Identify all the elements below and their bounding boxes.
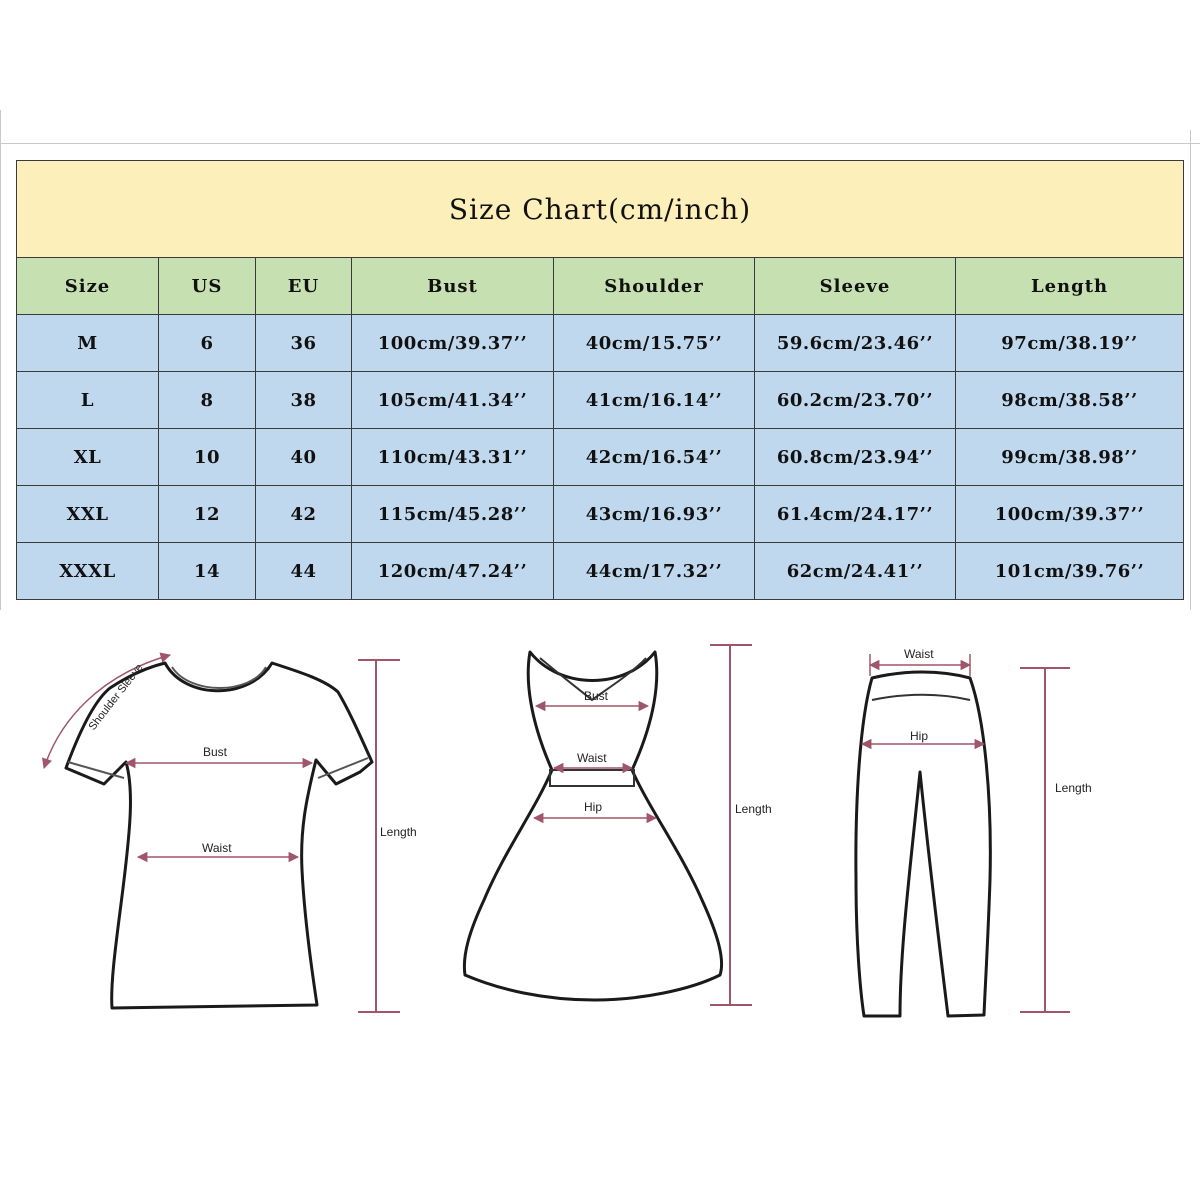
tshirt-figure	[44, 655, 417, 1012]
cell-bust: 100cm/39.37’’	[352, 315, 554, 372]
cell-size: M	[17, 315, 159, 372]
tshirt-waist-label: Waist	[202, 841, 232, 855]
table-row	[17, 372, 1184, 429]
cell-sleeve: 60.2cm/23.70’’	[755, 372, 956, 429]
cell-bust: 110cm/43.31’’	[352, 429, 554, 486]
cell-us: 10	[159, 429, 256, 486]
pants-length-label: Length	[1055, 781, 1092, 795]
table-row	[17, 543, 1184, 600]
cell-size: L	[17, 372, 159, 429]
pants-figure	[856, 647, 1092, 1016]
cell-us: 14	[159, 543, 256, 600]
dress-outline	[464, 652, 721, 1000]
cell-length: 97cm/38.19’’	[956, 315, 1184, 372]
cell-length: 101cm/39.76’’	[956, 543, 1184, 600]
header-length: Length	[956, 258, 1184, 315]
table-row	[17, 429, 1184, 486]
cell-eu: 38	[256, 372, 352, 429]
size-chart-title: Size Chart(cm/inch)	[17, 161, 1184, 258]
table-row	[17, 486, 1184, 543]
cell-shoulder: 42cm/16.54’’	[554, 429, 755, 486]
top-guide-line	[0, 143, 1200, 144]
cell-us: 12	[159, 486, 256, 543]
dress-waist-label: Waist	[577, 751, 607, 765]
pants-waistband	[872, 695, 970, 700]
header-us: US	[159, 258, 256, 315]
cell-bust: 115cm/45.28’’	[352, 486, 554, 543]
cell-shoulder: 43cm/16.93’’	[554, 486, 755, 543]
cell-eu: 44	[256, 543, 352, 600]
cell-size: XXXL	[17, 543, 159, 600]
header-eu: EU	[256, 258, 352, 315]
cell-eu: 42	[256, 486, 352, 543]
header-size: Size	[17, 258, 159, 315]
cell-bust: 120cm/47.24’’	[352, 543, 554, 600]
tshirt-left-cuff	[68, 762, 124, 778]
cell-us: 8	[159, 372, 256, 429]
cell-sleeve: 62cm/24.41’’	[755, 543, 956, 600]
pants-outline	[856, 672, 990, 1016]
header-sleeve: Sleeve	[755, 258, 956, 315]
table-row	[17, 315, 1184, 372]
pants-hip-label: Hip	[910, 729, 929, 743]
cell-shoulder: 44cm/17.32’’	[554, 543, 755, 600]
cell-bust: 105cm/41.34’’	[352, 372, 554, 429]
cell-eu: 36	[256, 315, 352, 372]
header-bust: Bust	[352, 258, 554, 315]
cell-length: 98cm/38.58’’	[956, 372, 1184, 429]
pants-waist-label: Waist	[904, 647, 934, 661]
tshirt-right-cuff	[318, 758, 368, 778]
tshirt-length-label: Length	[380, 825, 417, 839]
dress-waistband	[550, 770, 634, 786]
right-guide-line	[1190, 130, 1191, 610]
header-row	[17, 258, 1184, 315]
size-chart-table	[16, 160, 1184, 600]
cell-size: XXL	[17, 486, 159, 543]
cell-shoulder: 40cm/15.75’’	[554, 315, 755, 372]
dress-figure	[464, 645, 771, 1005]
dress-hip-label: Hip	[584, 800, 603, 814]
cell-us: 6	[159, 315, 256, 372]
cell-sleeve: 60.8cm/23.94’’	[755, 429, 956, 486]
tshirt-outline	[66, 663, 372, 1008]
left-guide-line	[0, 110, 1, 610]
measurement-figures	[0, 630, 1200, 1030]
dress-length-label: Length	[735, 802, 772, 816]
cell-shoulder: 41cm/16.14’’	[554, 372, 755, 429]
cell-length: 100cm/39.37’’	[956, 486, 1184, 543]
cell-length: 99cm/38.98’’	[956, 429, 1184, 486]
cell-eu: 40	[256, 429, 352, 486]
cell-sleeve: 59.6cm/23.46’’	[755, 315, 956, 372]
dress-bust-label: Bust	[584, 689, 609, 703]
tshirt-bust-label: Bust	[203, 745, 228, 759]
cell-size: XL	[17, 429, 159, 486]
shoulder-sleeve-label: Shoulder Sleeve	[86, 661, 146, 733]
header-shoulder: Shoulder	[554, 258, 755, 315]
cell-sleeve: 61.4cm/24.17’’	[755, 486, 956, 543]
